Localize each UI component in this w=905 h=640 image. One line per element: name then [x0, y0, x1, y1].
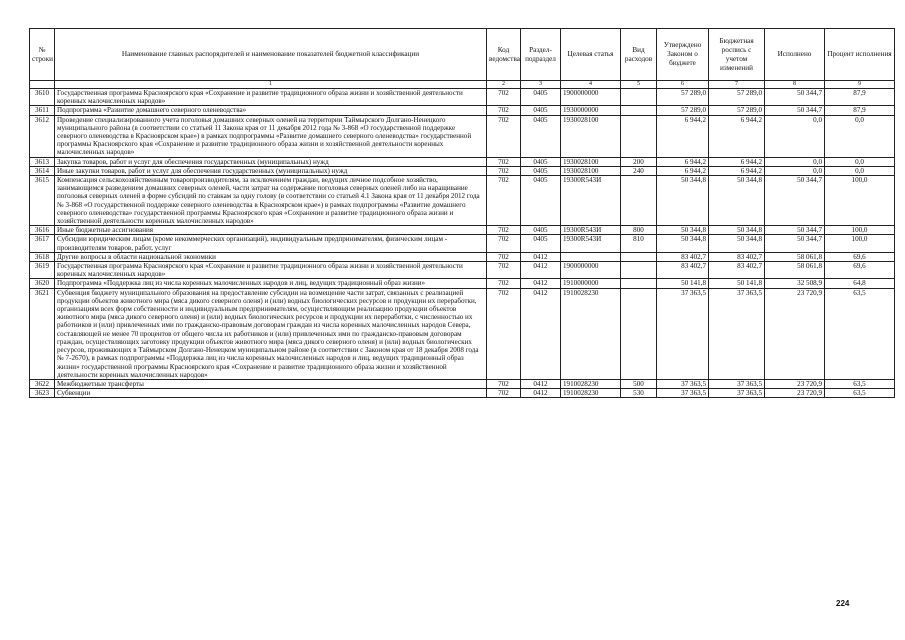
row-percent: 0,0 — [825, 157, 895, 166]
row-target: 1910028230 — [561, 379, 621, 388]
row-schedule: 37 363,5 — [709, 379, 765, 388]
row-executed: 23 720,9 — [765, 389, 825, 398]
row-dept-code: 702 — [487, 252, 521, 261]
row-dept-code: 702 — [487, 279, 521, 288]
row-executed: 50 344,7 — [765, 106, 825, 115]
table-header-row — [30, 29, 895, 81]
row-schedule: 57 289,0 — [709, 89, 765, 106]
row-section: 0405 — [521, 166, 561, 175]
row-section: 0405 — [521, 89, 561, 106]
row-approved: 37 363,5 — [657, 389, 709, 398]
row-percent: 64,8 — [825, 279, 895, 288]
row-executed: 50 344,7 — [765, 176, 825, 226]
table-row — [30, 115, 895, 157]
table-row — [30, 279, 895, 288]
row-number: 3615 — [30, 176, 55, 226]
row-approved: 37 363,5 — [657, 288, 709, 379]
row-name: Субвенции — [55, 389, 487, 398]
row-executed: 58 061,8 — [765, 262, 825, 279]
row-schedule: 37 363,5 — [709, 389, 765, 398]
row-executed: 50 344,7 — [765, 226, 825, 235]
column-number-row — [30, 81, 895, 89]
row-approved: 50 344,8 — [657, 235, 709, 252]
row-section: 0405 — [521, 226, 561, 235]
row-exp-type: 500 — [621, 379, 657, 388]
row-dept-code: 702 — [487, 166, 521, 175]
table-row — [30, 157, 895, 166]
row-section: 0405 — [521, 106, 561, 115]
row-name: Иные закупки товаров, работ и услуг для обеспечения государственных (муниципальных) нужд — [55, 166, 487, 175]
column-number: 7 — [709, 81, 765, 89]
row-target: 1910028230 — [561, 389, 621, 398]
row-executed: 23 720,9 — [765, 288, 825, 379]
column-number: 8 — [765, 81, 825, 89]
row-target: 19300R543И — [561, 235, 621, 252]
row-name: Субсидии юридическим лицам (кроме некоммерческих организаций), индивидуальным предпринимателям, физическим лицам - производителям товаров, работ, услуг — [55, 235, 487, 252]
row-number: 3614 — [30, 166, 55, 175]
row-approved: 50 344,8 — [657, 226, 709, 235]
row-number: 3621 — [30, 288, 55, 379]
row-name: Проведение специализированного учета поголовья домашних северных оленей на территории Таймырского Долгано-Ненецкого муниципального района (в соответствии со статьей 11 Закона края от 11 декабря 2012 года № 3-868 «О государственной поддержке северного оленеводства в Красноярском крае») в рамках подпрограммы «Развитие домашнего северного оленеводства» государственной программы Красноярского края «Сохранение и развитие традиционного образа жизни и хозяйственной деятельности коренных малочисленных народов» — [55, 115, 487, 157]
table-row — [30, 89, 895, 106]
row-exp-type: 810 — [621, 235, 657, 252]
row-number: 3620 — [30, 279, 55, 288]
row-percent: 87,9 — [825, 89, 895, 106]
row-dept-code: 702 — [487, 262, 521, 279]
header-row-no: № строки — [30, 29, 55, 81]
header-percent: Процент исполнения — [825, 29, 895, 81]
row-dept-code: 702 — [487, 176, 521, 226]
table-row — [30, 226, 895, 235]
row-percent: 100,0 — [825, 226, 895, 235]
row-schedule: 83 402,7 — [709, 262, 765, 279]
row-target: 19300R543И — [561, 176, 621, 226]
row-exp-type — [621, 279, 657, 288]
row-schedule: 50 344,8 — [709, 226, 765, 235]
row-target: 1930000000 — [561, 106, 621, 115]
row-number: 3613 — [30, 157, 55, 166]
row-percent: 63,5 — [825, 389, 895, 398]
row-dept-code: 702 — [487, 89, 521, 106]
row-target: 1930028100 — [561, 166, 621, 175]
row-exp-type: 240 — [621, 166, 657, 175]
row-percent: 87,9 — [825, 106, 895, 115]
row-name: Субвенция бюджету муниципального образования на предоставление субсидии на возмещение части затрат, связанных с реализацией продукции объектов животного мира (мяса дикого северного оленя) и (или) водных биологических ресурсов и продукции их переработки, организациям всех форм собственности и индивидуальным предпринимателям, осуществляющим реализацию продукции объектов животного мира (мяса дикого северного оленя) и (или) водных биологических ресурсов и продукции их переработки, с численностью их работников и (или) привлеченных ими по гражданско-правовым договорам граждан из числа коренных малочисленных народов Севера, составляющей не менее 70 процентов от общего числа их работников и (или) привлеченных ими по гражданско-правовым договорам граждан, осуществляющих заготовку продукции объектов животного мира (мяса дикого северного оленя) и (или) водных биологических ресурсов, проживающих в Таймырском Долгано-Ненецком муниципальном районе (в соответствии с Законом края от 18 декабря 2008 года № 7-2670), в рамках подпрограммы «Поддержка лиц из числа коренных малочисленных народов и лиц, ведущих традиционный образ жизни» государственной программы Красноярского края «Сохранение и развитие традиционного образа жизни и хозяйственной деятельности коренных малочисленных народов» — [55, 288, 487, 379]
row-exp-type — [621, 106, 657, 115]
row-schedule: 6 944,2 — [709, 157, 765, 166]
column-number: 2 — [487, 81, 521, 89]
row-approved: 57 289,0 — [657, 89, 709, 106]
row-executed: 50 344,7 — [765, 89, 825, 106]
row-section: 0405 — [521, 157, 561, 166]
row-exp-type: 200 — [621, 157, 657, 166]
row-target: 1910000000 — [561, 279, 621, 288]
row-name: Подпрограмма «Поддержка лиц из числа коренных малочисленных народов и лиц, ведущих традиционный образ жизни» — [55, 279, 487, 288]
header-exp-type: Вид расходов — [621, 29, 657, 81]
budget-table — [29, 28, 895, 398]
row-name: Подпрограмма «Развитие домашнего северного оленеводства» — [55, 106, 487, 115]
row-target: 19300R543И — [561, 226, 621, 235]
table-row — [30, 235, 895, 252]
row-schedule: 50 141,8 — [709, 279, 765, 288]
row-percent: 63,5 — [825, 288, 895, 379]
row-percent: 0,0 — [825, 166, 895, 175]
row-target: 1900000000 — [561, 262, 621, 279]
column-number — [30, 81, 55, 89]
row-target: 1910028230 — [561, 288, 621, 379]
row-exp-type — [621, 288, 657, 379]
row-name: Иные бюджетные ассигнования — [55, 226, 487, 235]
row-dept-code: 702 — [487, 288, 521, 379]
row-approved: 83 402,7 — [657, 252, 709, 261]
row-approved: 83 402,7 — [657, 262, 709, 279]
row-exp-type: 800 — [621, 226, 657, 235]
row-approved: 57 289,0 — [657, 106, 709, 115]
table-row — [30, 176, 895, 226]
row-approved: 50 141,8 — [657, 279, 709, 288]
column-number: 1 — [55, 81, 487, 89]
row-number: 3611 — [30, 106, 55, 115]
row-name: Компенсация сельскохозяйственным товаропроизводителям, за исключением граждан, ведущих личное подсобное хозяйство, занимающимся разведением домашних северных оленей, части затрат на содержание поголовья северных оленей либо на наращивание поголовья северных оленей в форме субсидий по ставкам за одну голову (в соответствии со статьей 4.1 Закона края от 11 декабря 2012 года № 3-868 «О государственной поддержке северного оленеводства в Красноярском крае») в рамках подпрограммы «Развитие домашнего северного оленеводства» государственной программы Красноярского края «Сохранение и развитие традиционного образа жизни и хозяйственной деятельности коренных малочисленных народов» — [55, 176, 487, 226]
row-number: 3619 — [30, 262, 55, 279]
row-exp-type — [621, 89, 657, 106]
row-approved: 37 363,5 — [657, 379, 709, 388]
row-name: Государственная программа Красноярского края «Сохранение и развитие традиционного образа жизни и хозяйственной деятельности коренных малочисленных народов» — [55, 262, 487, 279]
row-section: 0412 — [521, 252, 561, 261]
row-approved: 6 944,2 — [657, 166, 709, 175]
table-row — [30, 379, 895, 388]
row-section: 0412 — [521, 379, 561, 388]
table-row — [30, 106, 895, 115]
header-section: Раздел-подраздел — [521, 29, 561, 81]
row-percent: 100,0 — [825, 235, 895, 252]
header-approved: Утверждено Законом о бюджете — [657, 29, 709, 81]
row-executed: 0,0 — [765, 157, 825, 166]
row-percent: 69,6 — [825, 252, 895, 261]
table-row — [30, 262, 895, 279]
header-target: Целевая статья — [561, 29, 621, 81]
row-number: 3610 — [30, 89, 55, 106]
row-name: Закупка товаров, работ и услуг для обеспечения государственных (муниципальных) нужд — [55, 157, 487, 166]
row-exp-type: 530 — [621, 389, 657, 398]
row-executed: 0,0 — [765, 115, 825, 157]
row-section: 0405 — [521, 176, 561, 226]
row-target — [561, 252, 621, 261]
row-name: Межбюджетные трансферты — [55, 379, 487, 388]
row-executed: 0,0 — [765, 166, 825, 175]
page-number: 224 — [836, 599, 850, 608]
row-dept-code: 702 — [487, 226, 521, 235]
table-row — [30, 166, 895, 175]
row-percent: 69,6 — [825, 262, 895, 279]
row-number: 3612 — [30, 115, 55, 157]
row-number: 3623 — [30, 389, 55, 398]
row-section: 0405 — [521, 235, 561, 252]
column-number: 6 — [657, 81, 709, 89]
table-row — [30, 389, 895, 398]
table-row — [30, 288, 895, 379]
row-section: 0412 — [521, 279, 561, 288]
row-executed: 58 061,8 — [765, 252, 825, 261]
row-dept-code: 702 — [487, 235, 521, 252]
column-number: 5 — [621, 81, 657, 89]
row-schedule: 37 363,5 — [709, 288, 765, 379]
row-name: Государственная программа Красноярского края «Сохранение и развитие традиционного образа жизни и хозяйственной деятельности коренных малочисленных народов» — [55, 89, 487, 106]
row-approved: 6 944,2 — [657, 157, 709, 166]
row-target: 1930028100 — [561, 115, 621, 157]
column-number: 4 — [561, 81, 621, 89]
column-number: 3 — [521, 81, 561, 89]
row-executed: 50 344,7 — [765, 235, 825, 252]
row-exp-type — [621, 115, 657, 157]
row-target: 1900000000 — [561, 89, 621, 106]
row-dept-code: 702 — [487, 106, 521, 115]
row-number: 3622 — [30, 379, 55, 388]
row-exp-type — [621, 176, 657, 226]
row-section: 0412 — [521, 389, 561, 398]
table-body — [30, 89, 895, 398]
row-schedule: 50 344,8 — [709, 176, 765, 226]
row-executed: 32 508,9 — [765, 279, 825, 288]
header-name: Наименование главных распорядителей и наименование показателей бюджетной классификации — [55, 29, 487, 81]
row-name: Другие вопросы в области национальной экономики — [55, 252, 487, 261]
column-number: 9 — [825, 81, 895, 89]
row-executed: 23 720,9 — [765, 379, 825, 388]
row-approved: 50 344,8 — [657, 176, 709, 226]
row-schedule: 57 289,0 — [709, 106, 765, 115]
budget-table-sheet — [29, 28, 894, 398]
row-approved: 6 944,2 — [657, 115, 709, 157]
row-dept-code: 702 — [487, 115, 521, 157]
header-executed: Исполнено — [765, 29, 825, 81]
header-schedule: Бюджетная роспись с учетом изменений — [709, 29, 765, 81]
table-row — [30, 252, 895, 261]
row-schedule: 83 402,7 — [709, 252, 765, 261]
row-target: 1930028100 — [561, 157, 621, 166]
row-dept-code: 702 — [487, 389, 521, 398]
row-schedule: 6 944,2 — [709, 166, 765, 175]
row-number: 3618 — [30, 252, 55, 261]
row-exp-type — [621, 252, 657, 261]
row-section: 0412 — [521, 288, 561, 379]
row-percent: 63,5 — [825, 379, 895, 388]
row-schedule: 6 944,2 — [709, 115, 765, 157]
row-percent: 100,0 — [825, 176, 895, 226]
row-dept-code: 702 — [487, 379, 521, 388]
row-exp-type — [621, 262, 657, 279]
row-section: 0405 — [521, 115, 561, 157]
row-percent: 0,0 — [825, 115, 895, 157]
row-dept-code: 702 — [487, 157, 521, 166]
row-number: 3617 — [30, 235, 55, 252]
row-number: 3616 — [30, 226, 55, 235]
header-dept-code: Код ведомства — [487, 29, 521, 81]
row-schedule: 50 344,8 — [709, 235, 765, 252]
row-section: 0412 — [521, 262, 561, 279]
